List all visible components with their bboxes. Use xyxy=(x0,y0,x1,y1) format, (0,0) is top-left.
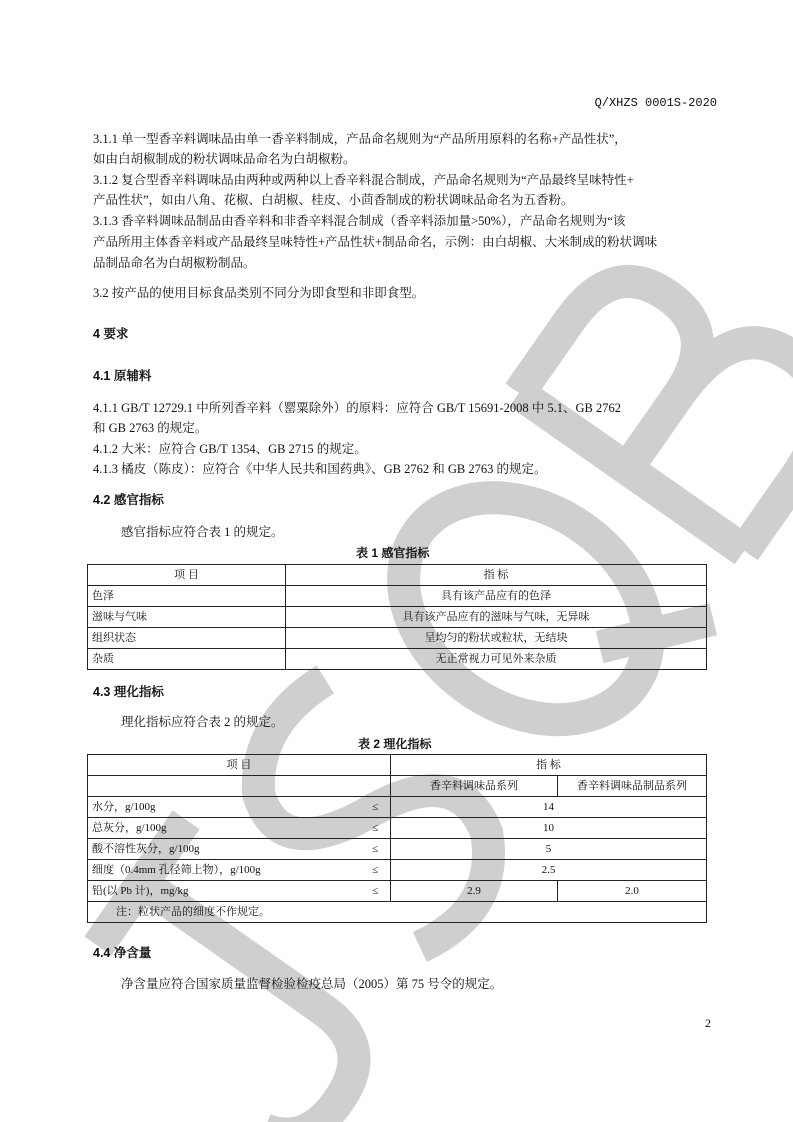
table-cell: 10 xyxy=(391,818,707,839)
le-symbol: ≤ xyxy=(361,818,391,839)
clause-3-1-2-cont: 产品性状”，如由八角、花椒、白胡椒、桂皮、小茴香制成的粉状调味品命名为五香粉。 xyxy=(93,193,574,207)
table-row xyxy=(88,565,707,586)
paragraph-4-2: 感官指标应符合表 1 的规定。 xyxy=(121,525,284,539)
table-header: 指 标 xyxy=(286,565,707,586)
paragraph-4-4: 净含量应符合国家质量监督检验检疫总局（2005）第 75 号令的规定。 xyxy=(121,977,503,991)
table-cell: 滋味与气味 xyxy=(88,607,286,628)
document-code-header: Q/XHZS 0001S-2020 xyxy=(594,96,717,110)
clause-4-1-2: 4.1.2 大米：应符合 GB/T 1354、GB 2715 的规定。 xyxy=(93,442,367,456)
section-4-heading: 4 要求 xyxy=(93,327,129,341)
table-row xyxy=(88,586,707,607)
table-cell: 2.9 xyxy=(391,881,558,902)
table-row xyxy=(88,839,707,860)
section-4-4-heading: 4.4 净含量 xyxy=(93,946,152,960)
table-cell: 细度（0.4mm 孔径筛上物），g/100g xyxy=(88,860,361,881)
clause-3-1-3: 3.1.3 香辛料调味品制品由香辛料和非香辛料混合制成（香辛料添加量>50%），产品命名规则为“该 xyxy=(93,214,626,228)
table-header: 指 标 xyxy=(391,755,707,776)
table-cell: 总灰分，g/100g xyxy=(88,818,361,839)
table-row xyxy=(88,649,707,670)
table-cell: 无正常视力可见外来杂质 xyxy=(286,649,707,670)
clause-3-1-3-cont2: 品制品命名为白胡椒粉制品。 xyxy=(93,256,256,270)
table-row xyxy=(88,902,707,923)
table-row xyxy=(88,860,707,881)
section-4-2-heading: 4.2 感官指标 xyxy=(93,493,164,507)
table-cell: 具有该产品应有的滋味与气味，无异味 xyxy=(286,607,707,628)
table-cell: 铅(以 Pb 计)，mg/kg xyxy=(88,881,361,902)
watermark-letter-b xyxy=(519,240,793,551)
clause-4-1-1-cont: 和 GB 2763 的规定。 xyxy=(93,421,208,435)
table-1-title: 表 1 感官指标 xyxy=(356,546,430,560)
table-1 xyxy=(87,564,707,670)
section-4-1-heading: 4.1 原辅料 xyxy=(93,369,152,383)
table-row xyxy=(88,607,707,628)
table-row xyxy=(88,628,707,649)
page-number: 2 xyxy=(705,1016,711,1030)
section-4-3-heading: 4.3 理化指标 xyxy=(93,685,164,699)
table-cell-empty xyxy=(88,776,391,797)
paragraph-4-3: 理化指标应符合表 2 的规定。 xyxy=(121,715,284,729)
table-cell: 杂质 xyxy=(88,649,286,670)
clause-3-1-1: 3.1.1 单一型香辛料调味品由单一香辛料制成，产品命名规则为“产品所用原料的名称+产品性状”， xyxy=(93,132,627,146)
table-cell: 14 xyxy=(391,797,707,818)
table-2 xyxy=(87,754,707,923)
table-row xyxy=(88,818,707,839)
table-cell: 2.5 xyxy=(391,860,707,881)
table-cell: 水分，g/100g xyxy=(88,797,361,818)
clause-3-2: 3.2 按产品的使用目标食品类别不同分为即食型和非即食型。 xyxy=(93,286,425,300)
table-row xyxy=(88,881,707,902)
table-cell: 组织状态 xyxy=(88,628,286,649)
table-row xyxy=(88,776,707,797)
table-note: 注：粒状产品的细度不作规定。 xyxy=(88,902,707,923)
table-cell: 色泽 xyxy=(88,586,286,607)
table-header: 项 目 xyxy=(88,755,391,776)
clause-3-1-2: 3.1.2 复合型香辛料调味品由两种或两种以上香辛料混合制成，产品命名规则为“产品最终呈味特性+ xyxy=(93,173,634,187)
table-subheader: 香辛料调味品制品系列 xyxy=(558,776,707,797)
le-symbol: ≤ xyxy=(361,839,391,860)
table-cell: 酸不溶性灰分，g/100g xyxy=(88,839,361,860)
clause-4-1-1: 4.1.1 GB/T 12729.1 中所列香辛料（罂粟除外）的原料：应符合 GB/T 15691-2008 中 5.1、GB 2762 xyxy=(93,401,622,415)
table-header: 项 目 xyxy=(88,565,286,586)
le-symbol: ≤ xyxy=(361,797,391,818)
table-cell: 呈均匀的粉状或粒状，无结块 xyxy=(286,628,707,649)
table-cell: 具有该产品应有的色泽 xyxy=(286,586,707,607)
le-symbol: ≤ xyxy=(361,860,391,881)
table-row xyxy=(88,755,707,776)
le-symbol: ≤ xyxy=(361,881,391,902)
clause-3-1-1-cont: 如由白胡椒制成的粉状调味品命名为白胡椒粉。 xyxy=(93,152,356,166)
table-row xyxy=(88,797,707,818)
table-cell: 2.0 xyxy=(558,881,707,902)
clause-4-1-3: 4.1.3 橘皮（陈皮）：应符合《中华人民共和国药典》、GB 2762 和 GB 2763 的规定。 xyxy=(93,462,547,476)
clause-3-1-3-cont: 产品所用主体香辛料或产品最终呈味特性+产品性状+制品命名，示例：由白胡椒、大米制成的粉状调味 xyxy=(93,235,658,249)
table-subheader: 香辛料调味品系列 xyxy=(391,776,558,797)
table-2-title: 表 2 理化指标 xyxy=(358,737,432,751)
table-cell: 5 xyxy=(391,839,707,860)
